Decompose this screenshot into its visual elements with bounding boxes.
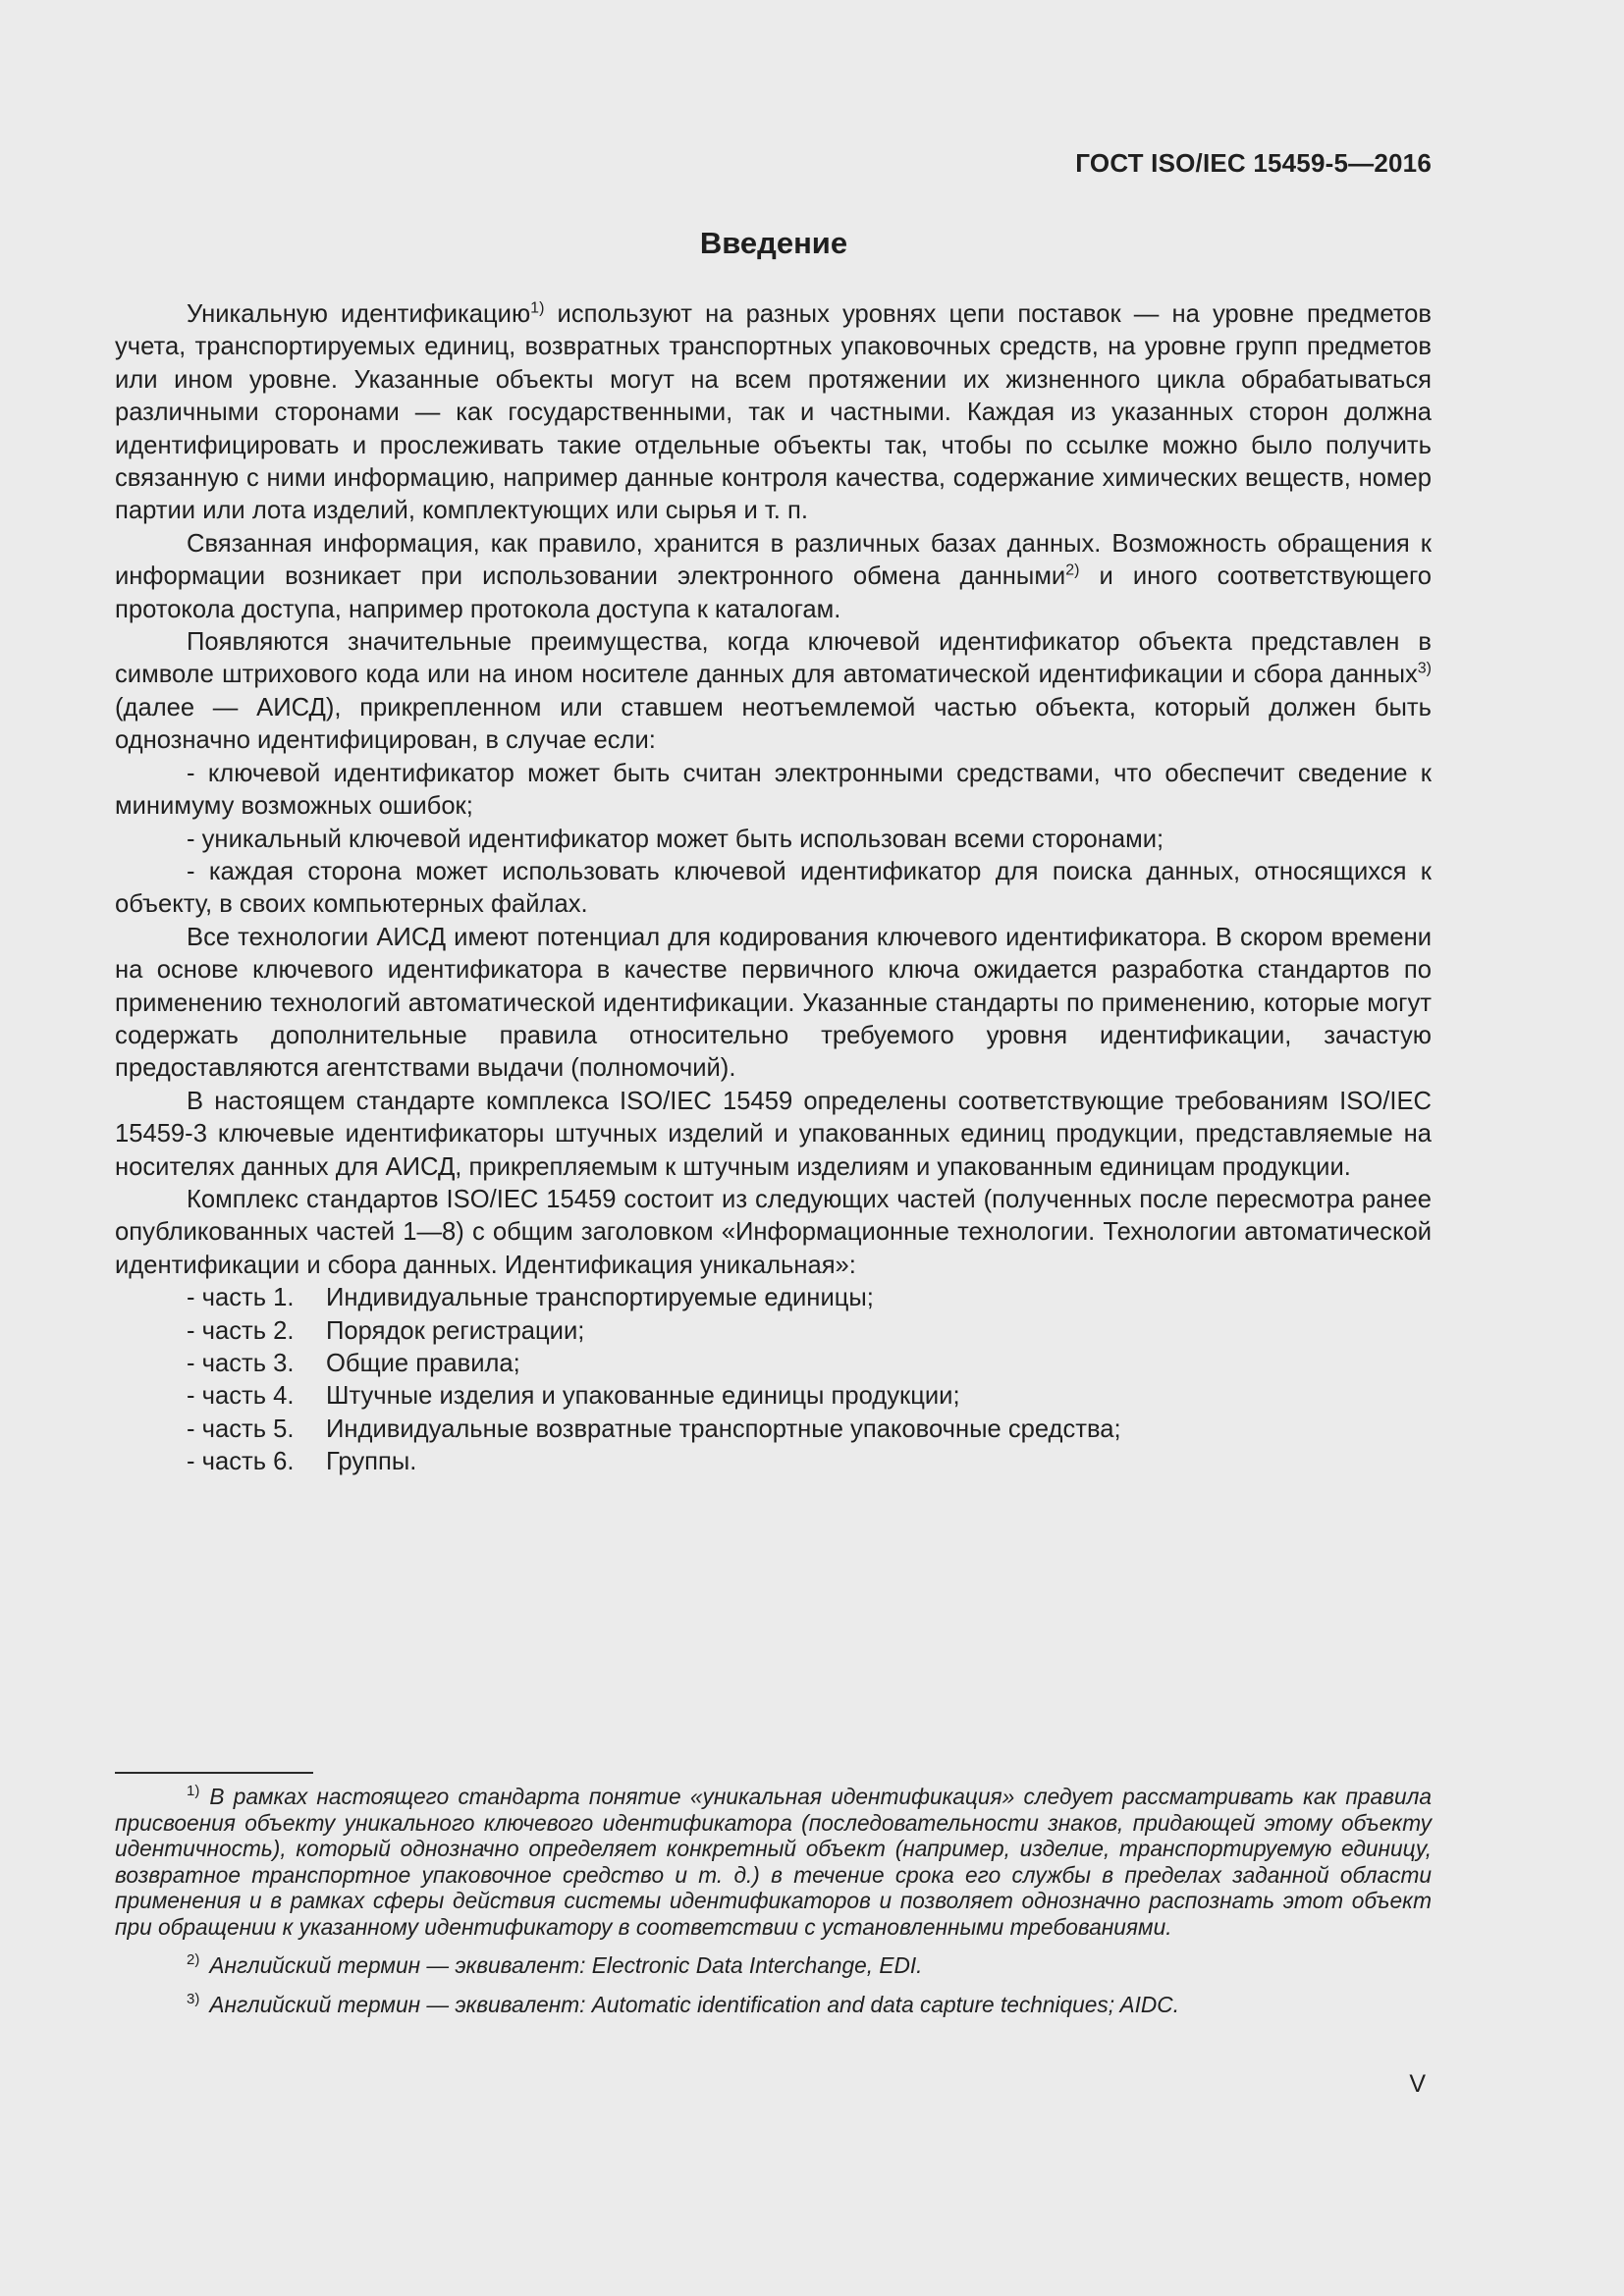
part-prefix: - часть 4. [187,1382,295,1411]
part-prefix: - часть 5. [187,1415,295,1443]
page-number: V [1409,2070,1426,2098]
paragraph-3-text-a: Появляются значительные преимущества, когда ключевой идентификатор объекта представлен в символе штрихового кода или на ином носителе данных для автоматической идентификации и сбора данных [115,628,1432,689]
list-item [115,1414,1432,1446]
footnote-text-1: В рамках настоящего стандарта понятие «уникальная идентификация» следует рассматривать как правила присвоения объекту уникального ключевого идентификатора (последовательности знаков, придающей этому объекту идентичность), который однозначно определяет конкретный объект (например, изделие, транспортируемую единицу, возвратное транспортное упаковочное средство и т. д.) в течение срока его службы в пределах заданной области применения и в рамках сферы действия системы идентификаторов и позволяет однозначно распознать этот объект при обращении к указанному идентификатору в соответствии с установленными требованиями. [115,1784,1432,1940]
paragraph-1-text-b: используют на разных уровнях цепи поставок — на уровне предметов учета, транспортируемых единиц, возвратных транспортных упаковочных средств, на уровне групп предметов или ином уровне. Указанные объекты могут на всем протяжении их жизненного цикла обрабатываться различными сторонами — как государственными, так и частными. Каждая из указанных сторон должна идентифицировать и прослеживать такие отдельные объекты так, чтобы по ссылке можно было получить связанную с ними информацию, например данные контроля качества, содержание химических веществ, номер партии или лота изделий, комплектующих или сырья и т. п. [115,300,1433,525]
paragraph-6: Комплекс стандартов ISO/IEC 15459 состоит из следующих частей (полученных после пересмотра ранее опубликованных частей 1—8) с общим заголовком «Информационные технологии. Технологии автоматической идентификации и сбора данных. Идентификация уникальная»: [115,1185,1432,1279]
paragraph-1-text-a: Уникальную идентификацию [187,300,531,328]
document-standard-code: ГОСТ ISO/IEC 15459-5—2016 [1075,148,1432,178]
list-item [115,1446,1432,1478]
part-title: Индивидуальные возвратные транспортные упаковочные средства; [326,1415,1121,1443]
part-title: Группы. [326,1448,417,1476]
footnote-text-3: Английский термин — эквивалент: Automatic identification and data capture techniques; AIDC. [209,1991,1179,2017]
paragraph-4: Все технологии АИСД имеют потенциал для кодирования ключевого идентификатора. В скором времени на основе ключевого идентификатора в качестве первичного ключа ожидается разработка стандартов по применению технологий автоматической идентификации. Указанные стандарты по применению, которые могут содержать дополнительные правила относительно требуемого уровня идентификации, зачастую предоставляются агентствами выдачи (полномочий). [115,923,1432,1083]
part-prefix: - часть 1. [187,1284,295,1312]
footnote-text-2: Английский термин — эквивалент: Electronic Data Interchange, EDI. [209,1952,923,1978]
paragraph-2-text-a: Связанная информация, как правило, хранится в различных базах данных. Возможность обращения к информации возникает при использовании электронного обмена данными [115,529,1432,591]
list-item [115,1282,1432,1314]
paragraph-2 [115,528,1432,626]
paragraph-5: В настоящем стандарте комплекса ISO/IEC 15459 определены соответствующие требованиям ISO/IEC 15459-3 ключевые идентификаторы штучных изделий и упакованных единиц продукции, представляемые на носителях данных для АИСД, прикрепляемым к штучным изделиям и упакованным единицам продукции. [115,1087,1432,1181]
footnote-3 [115,1992,1432,2018]
footnote-ref-1: 1) [530,299,545,317]
condition-bullet-1: - ключевой идентификатор может быть считан электронными средствами, что обеспечит сведение к минимуму возможных ошибок; [115,759,1432,821]
footnotes [115,1784,1432,2030]
condition-bullet-2: - уникальный ключевой идентификатор может быть использован всеми сторонами; [187,825,1164,853]
part-prefix: - часть 3. [187,1350,295,1377]
list-item [115,1380,1432,1413]
footnote-mark-2: 2) [187,1951,200,1969]
paragraph-1 [115,298,1432,528]
footnote-ref-3: 3) [1417,660,1432,677]
part-prefix: - часть 2. [187,1316,295,1345]
condition-bullet-3: - каждая сторона может использовать ключевой идентификатор для поиска данных, относящихся к объекту, в своих компьютерных файлах. [115,857,1432,919]
footnote-2 [115,1952,1432,1979]
section-title: Введение [699,226,848,260]
footnote-1 [115,1784,1432,1940]
footnote-ref-2: 2) [1065,561,1080,579]
footnote-separator [115,1772,313,1774]
footnote-mark-3: 3) [187,1990,200,2007]
paragraph-2-text-b: и иного соответствующего протокола доступа, например протокола доступа к каталогам. [115,562,1432,623]
part-title: Порядок регистрации; [326,1316,585,1345]
part-title: Штучные изделия и упакованные единицы продукции; [326,1382,960,1411]
paragraph-3 [115,626,1432,758]
list-item [115,1315,1432,1348]
footnote-mark-1: 1) [187,1783,200,1800]
list-item [115,1348,1432,1380]
part-title: Общие правила; [326,1350,520,1377]
introduction-body [115,298,1432,1479]
paragraph-3-text-b: (далее — АИСД), прикрепленном или ставшем неотъемлемой частью объекта, который должен быть однозначно идентифицирован, в случае если: [115,693,1432,755]
part-title: Индивидуальные транспортируемые единицы; [326,1284,874,1312]
part-prefix: - часть 6. [187,1448,295,1476]
